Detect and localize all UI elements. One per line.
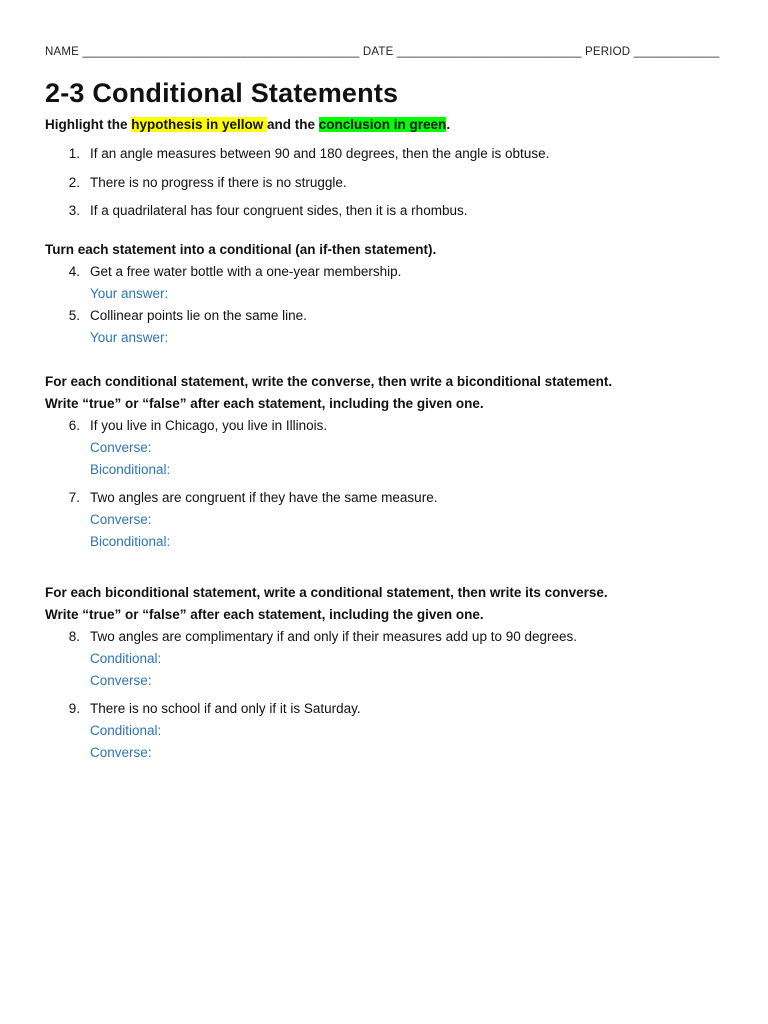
statement-text: Two angles are congruent if they have the same measure. — [90, 490, 438, 505]
item-number: 6. — [68, 418, 80, 433]
biconditional-label: Biconditional: — [90, 462, 171, 477]
statement-text: Get a free water bottle with a one-year membership. — [90, 264, 402, 279]
statement-text: If a quadrilateral has four congruent sides, then it is a rhombus. — [90, 203, 468, 218]
statement-text: Collinear points lie on the same line. — [90, 308, 307, 323]
instr-text: Highlight the — [45, 117, 132, 132]
converse-label: Converse: — [90, 440, 152, 455]
answer-label: Your answer: — [90, 286, 169, 301]
item-number: 9. — [68, 701, 80, 716]
instr-text: and the — [267, 117, 319, 132]
section4-instruction-line1: For each biconditional statement, write a conditional statement, then write its converse. — [45, 585, 608, 600]
student-info-header — [45, 46, 725, 58]
statement-text: There is no school if and only if it is Saturday. — [90, 701, 361, 716]
statement-text: If an angle measures between 90 and 180 degrees, then the angle is obtuse. — [90, 146, 550, 161]
section4-instruction-line2: Write “true” or “false” after each statement, including the given one. — [45, 607, 484, 622]
instr-text: . — [446, 117, 451, 132]
converse-label: Converse: — [90, 745, 152, 760]
page-title: 2-3 Conditional Statements — [45, 78, 399, 108]
conditional-label: Conditional: — [90, 723, 162, 738]
period-line: _____________ — [633, 46, 720, 58]
section3-instruction-line1: For each conditional statement, write the converse, then write a biconditional statement. — [45, 374, 613, 389]
statement-text: Two angles are complimentary if and only if their measures add up to 90 degrees. — [90, 629, 578, 644]
item-number: 5. — [68, 308, 80, 323]
item-number: 3. — [68, 203, 80, 218]
date-label: DATE — [362, 46, 394, 58]
item-number: 4. — [68, 264, 80, 279]
item-number: 1. — [68, 146, 80, 161]
answer-label: Your answer: — [90, 330, 169, 345]
statement-text: If you live in Chicago, you live in Illinois. — [90, 418, 328, 433]
item-number: 7. — [68, 490, 80, 505]
conditional-label: Conditional: — [90, 651, 162, 666]
item-number: 2. — [68, 175, 80, 190]
statement-text: There is no progress if there is no struggle. — [90, 175, 347, 190]
hypothesis-highlight: hypothesis in yellow — [131, 117, 268, 132]
item-number: 8. — [68, 629, 80, 644]
converse-label: Converse: — [90, 673, 152, 688]
converse-label: Converse: — [90, 512, 152, 527]
section2-instruction: Turn each statement into a conditional (an if-then statement). — [45, 242, 437, 257]
name-label: NAME — [45, 46, 80, 58]
conclusion-highlight: conclusion in green — [318, 117, 447, 132]
biconditional-label: Biconditional: — [90, 534, 171, 549]
section1-instruction — [45, 117, 450, 132]
period-label: PERIOD — [585, 46, 631, 58]
name-line: __________________________________________ — [82, 46, 360, 58]
section3-instruction-line2: Write “true” or “false” after each statement, including the given one. — [45, 396, 484, 411]
date-line: ____________________________ — [396, 46, 582, 58]
